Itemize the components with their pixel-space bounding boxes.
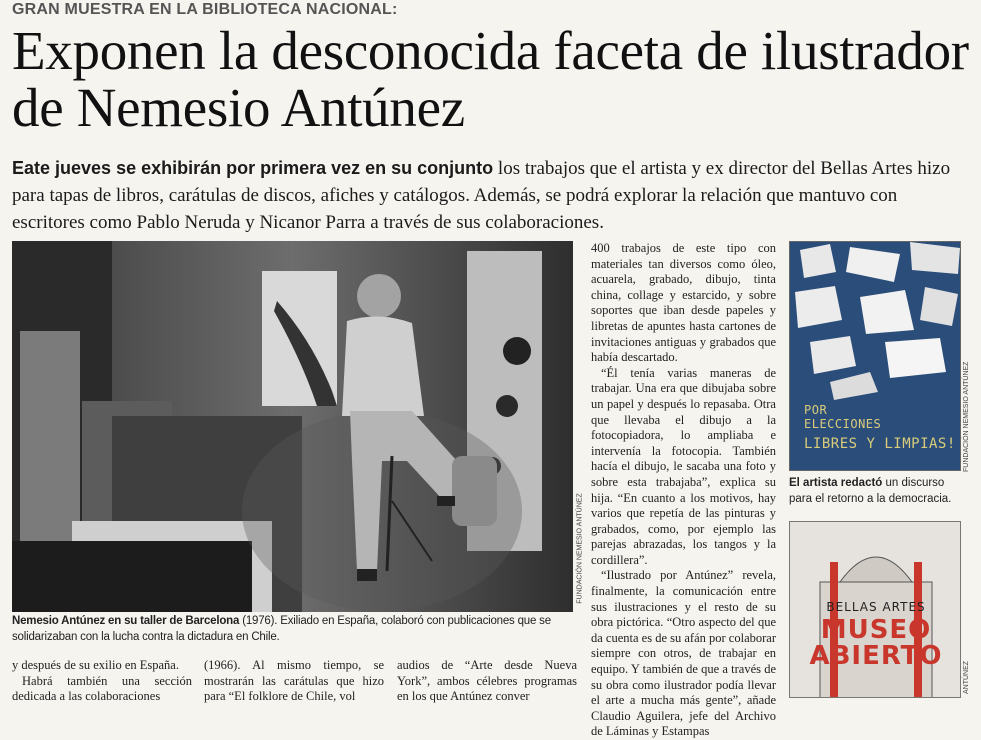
poster1-caption-text: un discurso para el retorno a la democracia. [789, 477, 952, 505]
photo-caption [12, 613, 574, 645]
article-headline: Exponen la desconocida faceta de ilustrador de Nemesio Antúnez [12, 20, 969, 138]
article-body-column [591, 241, 776, 740]
body-paragraph: “Ilustrado por Antúnez” revela, finalmente, la comunicación entre sus ilustraciones y el resto de su obra pictórica. “Otro aspecto del que da cuenta es de su afán por colaborar siempre con otros, de trabajar en equipo. Y también de que a través de su obra como ilustrador podía llevar el arte a mucha más gente”, añade Claudio Aguilera, jefe del Archivo de Láminas y Estampas [591, 568, 776, 739]
body-paragraph: Habrá también una sección dedicada a las colaboraciones [12, 673, 192, 704]
studio-photo-graphic [12, 241, 573, 612]
poster1-line: POR [804, 403, 828, 417]
body-paragraph: y después de su exilio en España. [12, 658, 179, 672]
poster1-line: ELECCIONES [804, 417, 882, 431]
artist-studio-photo [12, 241, 573, 612]
poster2-credit [963, 660, 973, 734]
body-paragraph: 400 trabajos de este tipo con materiales tan diversos como óleo, acuarela, grabado, dibujo, tinta china, collage y estarcido, y sobre soportes que iban desde papeles y libretas de apuntes hasta cartones de invitaciones antiguas y grabados que había descartado. [591, 241, 776, 365]
photo-credit-text: FUNDACIÓN NEMESIO ANTÚNEZ [576, 493, 584, 604]
article-lede [12, 155, 967, 236]
poster1-credit [963, 361, 973, 582]
poster2-line: BELLAS ARTES [826, 600, 926, 614]
lede-text: los trabajos que el artista y ex director del Bellas Artes hizo para tapas de libros, carátulas de discos, afiches y catálogos. Además, se podrá explorar la relación que mantuvo con escritores como Pablo Neruda y Nicanor Parra a través de sus colaboraciones. [12, 158, 951, 233]
photo-credit [573, 490, 583, 614]
poster1-caption [789, 475, 964, 507]
elections-poster [789, 241, 961, 471]
poster1-credit-text: FUNDACIÓN NEMESIO ANTÚNEZ [963, 361, 970, 472]
body-paragraph: audios de “Arte desde Nueva York”, ambos célebres programas en los que Antúnez conver [397, 658, 577, 704]
poster1-line: LIBRES Y LIMPIAS! [804, 436, 956, 452]
photo-caption-text: (1976). Exiliado en España, colaboró con publicaciones que se solidarizaban con la lucha contra la dictadura en Chile. [12, 615, 551, 643]
museo-abierto-poster [789, 521, 961, 698]
lede-bold-text: Eate jueves se exhibirán por primera vez en su conjunto [12, 158, 494, 178]
body-paragraph: (1966). Al mismo tiempo, se mostrarán las carátulas que hizo para “El folklore de Chile, vol [204, 658, 384, 704]
article-kicker: GRAN MUESTRA EN LA BIBLIOTECA NACIONAL: [12, 1, 398, 18]
poster1-caption-bold: El artista redactó [789, 477, 883, 489]
poster2-line: MUSEO [820, 615, 932, 645]
poster2-credit-text: ANTÚNEZ [963, 660, 970, 694]
photo-caption-bold: Nemesio Antúnez en su taller de Barcelona [12, 615, 240, 627]
poster2-line: ABIERTO [809, 641, 943, 671]
body-paragraph: “Él tenía varias maneras de trabajar. Una era que dibujaba sobre un papel y después lo repasaba. Otra que llevaba el dibujo a la fotocopiadora, lo ampliaba e intervenía la fotocopia. También hacía el dibujo, le sacaba una foto y sobre esta trabajaba”, explica su hija. “En cuanto a los motivos, hay varios que repetía de las pinturas y grabados, como, por ejemplo las parejas abrazadas, los tangos y la cordillera”. [591, 365, 776, 567]
